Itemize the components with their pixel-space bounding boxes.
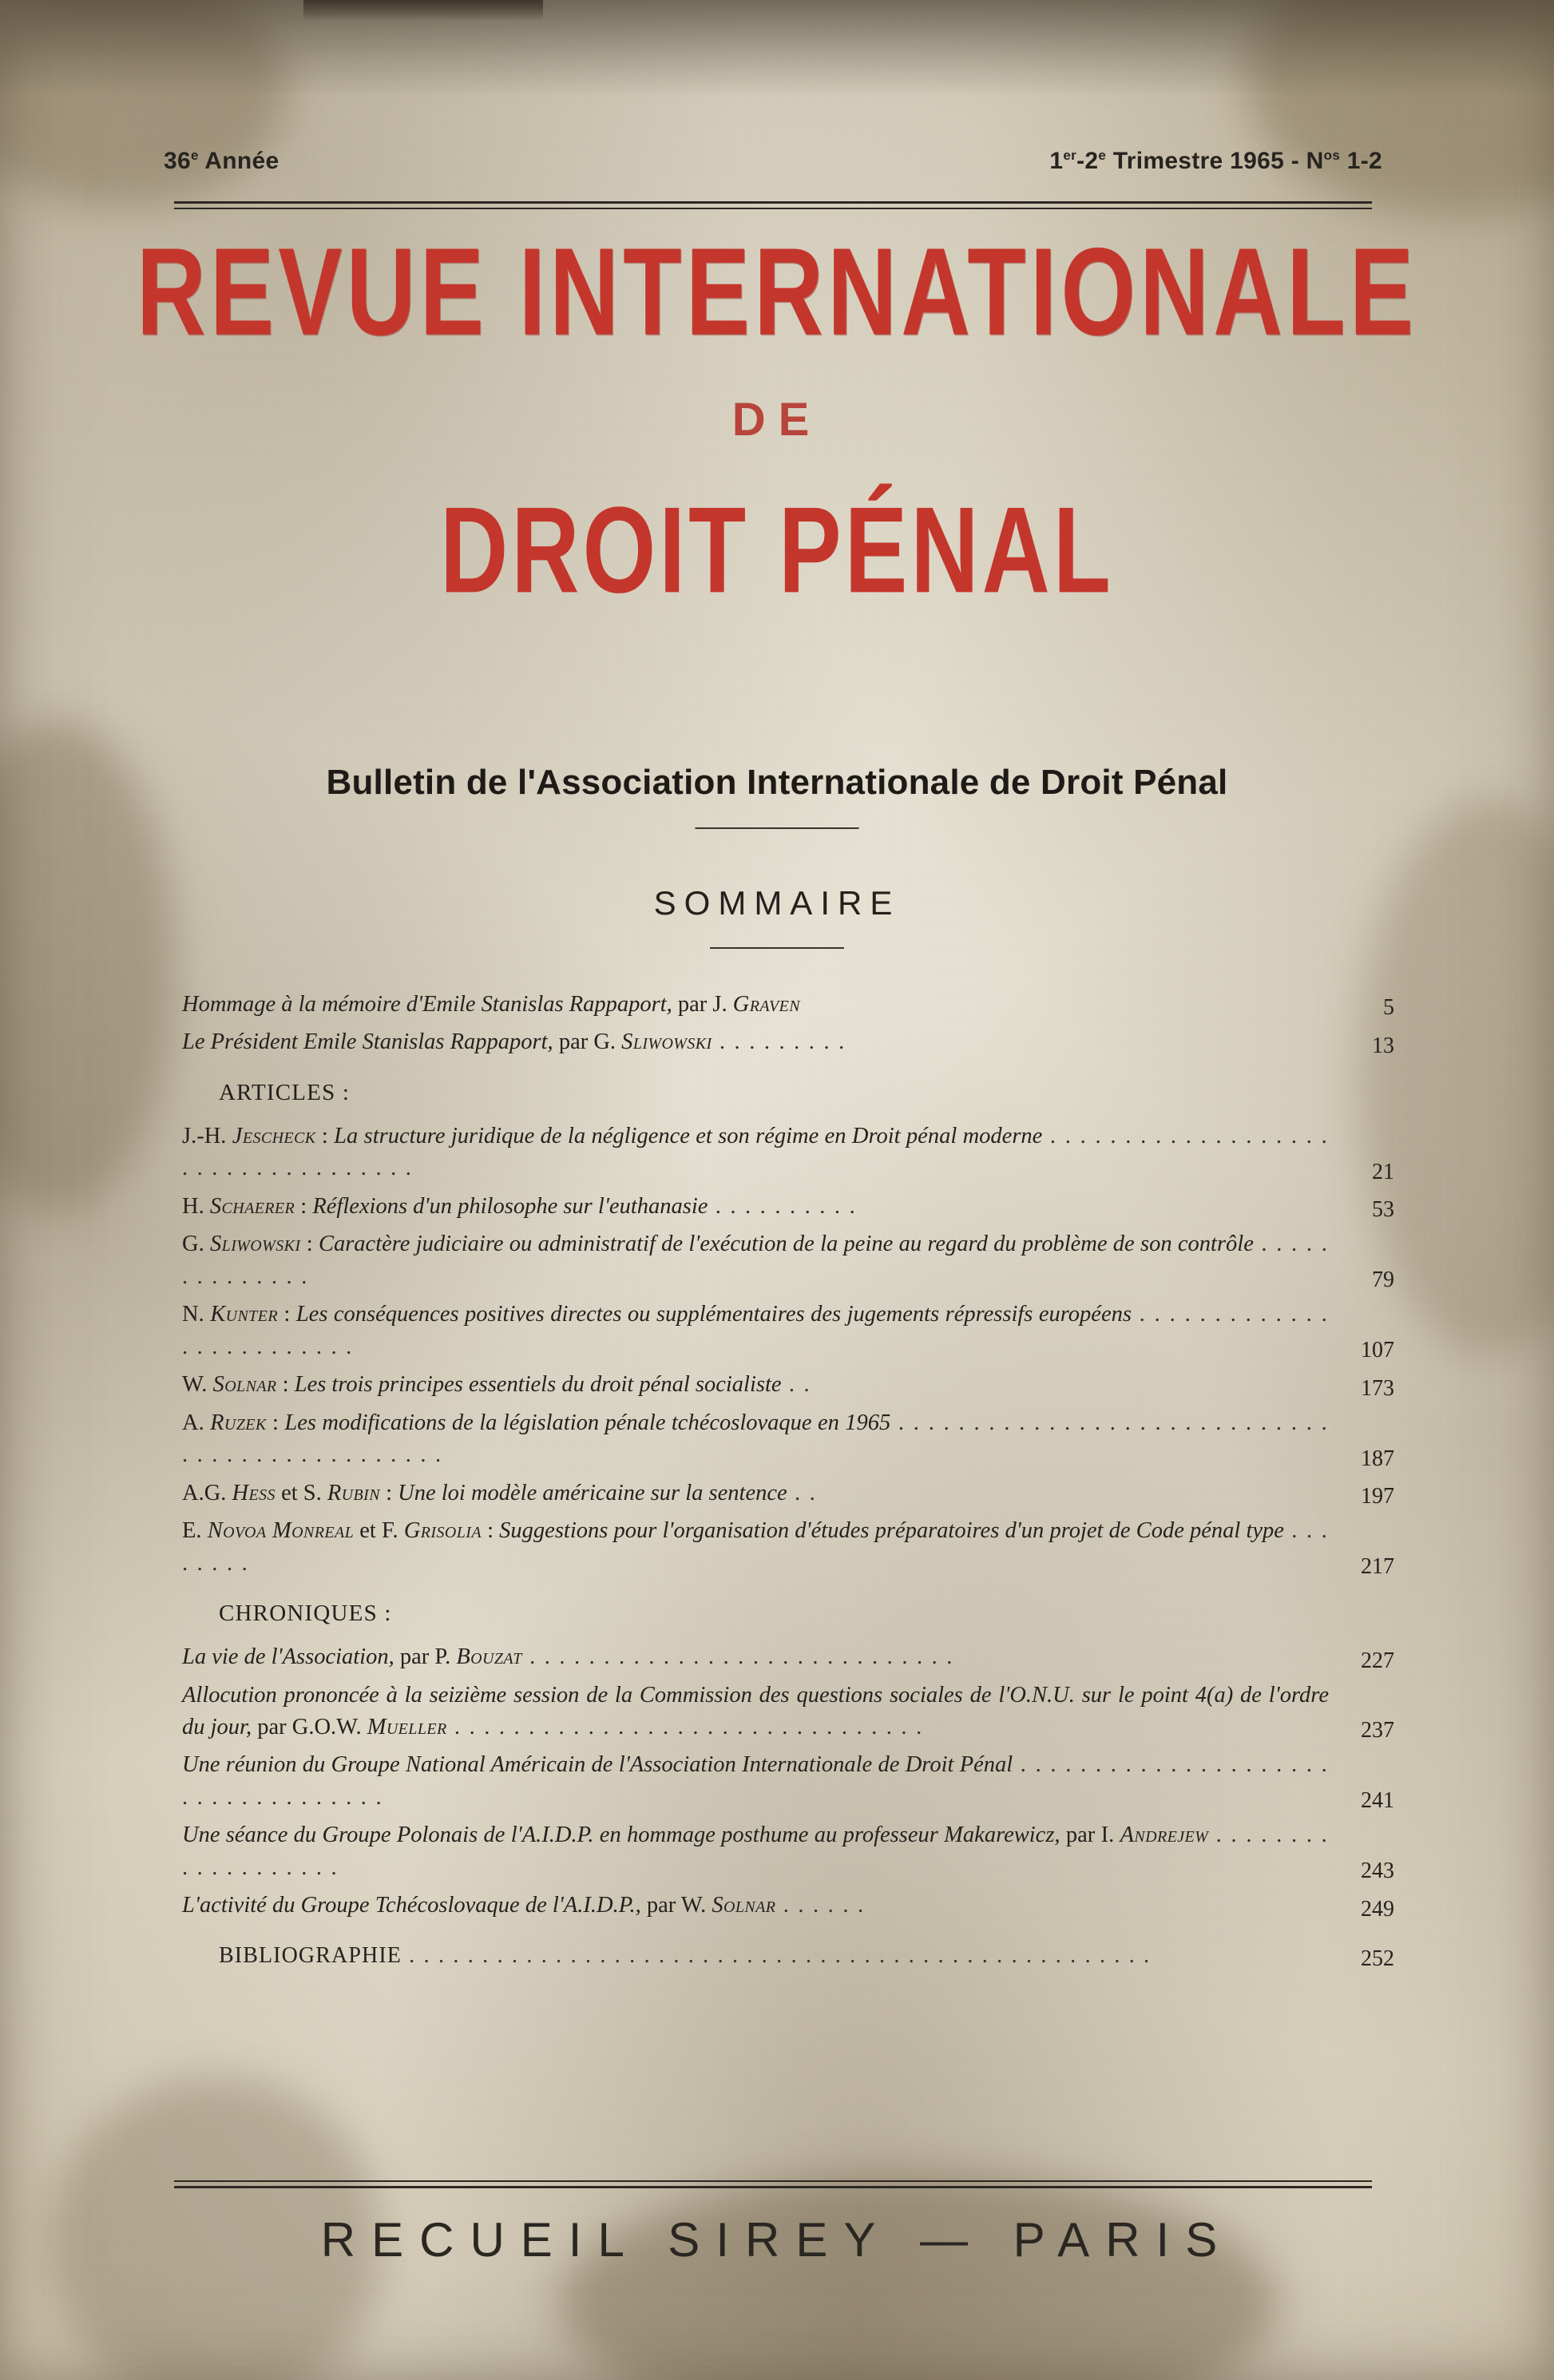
toc-entry[interactable]: [182, 1641, 1394, 1673]
toc-entry-page: 5: [1383, 995, 1394, 1021]
toc-entry-text: Le Président Emile Stanislas Rappaport, par G. Sliwowski . . . . . . . . .: [182, 1029, 846, 1055]
toc-entry-page: 237: [1361, 1718, 1394, 1743]
journal-subtitle: Bulletin de l'Association Internationale de Droit Pénal: [326, 763, 1228, 802]
toc-entry[interactable]: [182, 1515, 1394, 1580]
toc-section-chroniques-label: CHRONIQUES :: [219, 1601, 392, 1627]
toc-entry-text: J.-H. Jescheck : La structure juridique de la négligence et son régime en Droit pénal moderne . . . . . . . . . . . . . . . . . . . . . . . . . . . . . . . . . . .: [182, 1123, 1330, 1181]
masthead: [0, 222, 1554, 620]
toc-entry-text: A.G. Hess et S. Rubin : Une loi modèle américaine sur la sentence . .: [182, 1480, 817, 1505]
toc-entry-page: 107: [1361, 1338, 1394, 1363]
toc-entry-text: H. Schaerer : Réflexions d'un philosophe sur l'euthanasie . . . . . . . . . .: [182, 1193, 857, 1219]
toc-entry-text: Hommage à la mémoire d'Emile Stanislas Rappaport, par J. Graven: [182, 992, 800, 1017]
contents-heading-divider: [710, 947, 844, 949]
toc-entry[interactable]: [182, 1819, 1394, 1884]
volume-year: [164, 148, 279, 175]
toc-entry[interactable]: [182, 1191, 1394, 1223]
toc-entry-text: A. Ruzek : Les modifications de la législation pénale tchécoslovaque en 1965 . . . . . . . . . . . . . . . . . . . . . . . . . . . . . . . . . . . . . . . . . . . . . . .: [182, 1410, 1329, 1468]
toc-entry-page: 53: [1372, 1197, 1394, 1223]
top-edge-shadow: [0, 0, 1554, 96]
toc-entry-page: 217: [1361, 1554, 1394, 1580]
paper-stain: [0, 0, 287, 208]
toc-entry-page: 227: [1361, 1648, 1394, 1673]
journal-title-line-2: DE: [731, 394, 823, 446]
toc-entry-text: La vie de l'Association, par P. Bouzat . . . . . . . . . . . . . . . . . . . . . . . . . . . . .: [182, 1644, 954, 1670]
journal-title-line-1: REVUE INTERNATIONALE: [136, 222, 1418, 362]
table-of-contents: [182, 989, 1394, 1977]
header-divider: [174, 201, 1372, 209]
toc-entry-page: 21: [1372, 1159, 1394, 1184]
toc-entry-text: Allocution prononcée à la seizième session de la Commission des questions sociales de l'O.N.U. sur le point 4(a) de l'ordre du jour, par G.O.W. Mueller . . . . . . . . . . . . . . . . . . . . . . . . . . . . . . . .: [182, 1682, 1329, 1739]
publisher-imprint: RECUEIL SIREY — PARIS: [320, 2213, 1234, 2267]
paper-stain: [1246, 0, 1554, 216]
toc-entry-text: L'activité du Groupe Tchécoslovaque de l'A.I.D.P., par W. Solnar . . . . . .: [182, 1893, 866, 1918]
issue-designation: 1er-2e Trimestre $1965 - N^{os}$ 1-2: [1049, 148, 1382, 174]
volume-year-number: 36: [164, 148, 191, 174]
toc-entry-page: 252: [1361, 1946, 1394, 1971]
contents-heading: SOMMAIRE: [653, 884, 901, 922]
toc-entry[interactable]: [182, 1478, 1394, 1509]
top-edge-notch: [303, 0, 543, 21]
volume-year-sup: e: [190, 148, 199, 163]
toc-entry-text: BIBLIOGRAPHIE . . . . . . . . . . . . . . . . . . . . . . . . . . . . . . . . . . . . . . . . . . . . . . . . . . .: [219, 1942, 1152, 1968]
cover-header: [164, 148, 1382, 175]
toc-entry[interactable]: [182, 1680, 1394, 1744]
toc-entry[interactable]: [182, 1299, 1394, 1363]
toc-entry-page: 241: [1361, 1788, 1394, 1814]
toc-entry-text: Une réunion du Groupe National Américain de l'Association Internationale de Droit Pénal . . . . . . . . . . . . . . . . . . . . . . . . . . . . . . . . . . .: [182, 1752, 1329, 1810]
toc-entry[interactable]: [182, 1121, 1394, 1185]
toc-entry[interactable]: [182, 1026, 1394, 1058]
toc-entry-text: Une séance du Groupe Polonais de l'A.I.D.P. en hommage posthume au professeur Makarewicz, par I. Andrejew . . . . . . . . . . . . . . . . . . .: [182, 1823, 1329, 1880]
toc-entry[interactable]: [182, 1749, 1394, 1814]
footer-divider: [174, 2180, 1372, 2188]
toc-entry-text: N. Kunter : Les conséquences positives directes ou supplémentaires des jugements répressifs européens . . . . . . . . . . . . . . . . . . . . . . . . .: [182, 1302, 1329, 1359]
toc-entry-page: 249: [1361, 1896, 1394, 1922]
toc-entry-page: 197: [1361, 1484, 1394, 1509]
journal-title-line-3: DROIT PÉNAL: [440, 482, 1114, 620]
toc-entry[interactable]: [182, 989, 1394, 1021]
toc-entry-page: 243: [1361, 1858, 1394, 1884]
toc-entry-page: 187: [1361, 1446, 1394, 1471]
paper-stain: [559, 2172, 1278, 2380]
toc-section-articles-label: ARTICLES :: [219, 1079, 351, 1105]
volume-year-word: Année: [198, 148, 279, 174]
toc-entry-text: E. Novoa Monreal et F. Grisolia : Suggestions pour l'organisation d'études préparatoires d'un projet de Code pénal type . . . . . . . .: [182, 1518, 1329, 1576]
toc-entry-bibliography[interactable]: [182, 1940, 1394, 1972]
toc-entry-page: 79: [1372, 1267, 1394, 1293]
toc-entry-text: G. Sliwowski : Caractère judiciaire ou administratif de l'exécution de la peine au regard du problème de son contrôle . . . . . . . . . . . . . .: [182, 1232, 1330, 1289]
toc-entry[interactable]: [182, 1228, 1394, 1293]
toc-entry-text: W. Solnar : Les trois principes essentiels du droit pénal socialiste . .: [182, 1372, 811, 1398]
toc-entry-page: 173: [1361, 1375, 1394, 1401]
subtitle-divider: [696, 827, 859, 829]
toc-entry[interactable]: [182, 1369, 1394, 1401]
toc-entry[interactable]: [182, 1407, 1394, 1472]
toc-entry[interactable]: [182, 1890, 1394, 1922]
toc-entry-page: 13: [1372, 1033, 1394, 1058]
